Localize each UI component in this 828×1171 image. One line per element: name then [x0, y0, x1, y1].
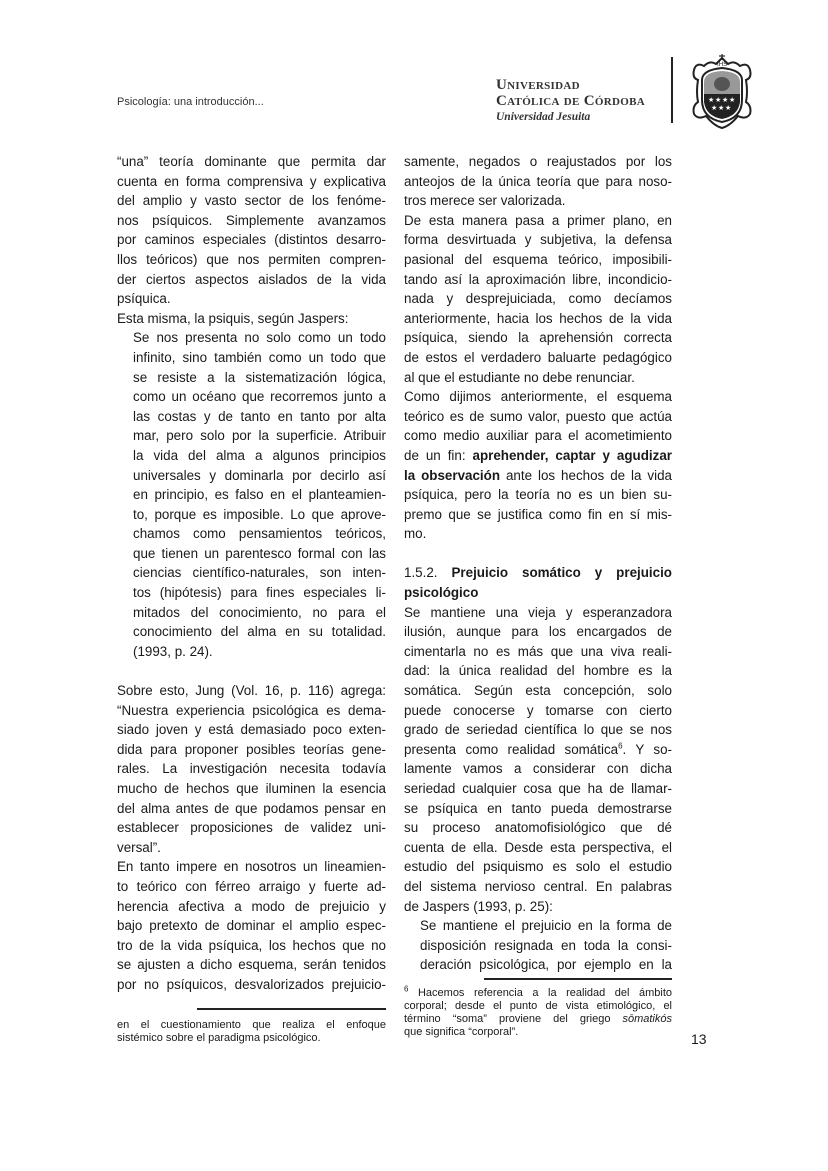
footnote-line: [404, 1013, 672, 1026]
text-line: Se mantiene el prejuicio en la forma de: [420, 918, 672, 934]
text-line: teórico es de sumo valor, puesto que actúa: [404, 408, 672, 424]
text-line: tando así la aproximación libre, incondicio-: [404, 271, 672, 287]
text-line: disposición resignada en toda la consi-: [420, 937, 672, 953]
text-line: dida para proponer posibles teorías gene-: [117, 741, 386, 757]
text-line: mitados del conocimiento, no para el: [133, 604, 386, 620]
text-line: mucho de hechos que iluminen la esencia: [117, 781, 386, 796]
text-run: de un fin:: [404, 447, 473, 463]
paragraph: [404, 603, 672, 917]
text-line: tos (hipótesis) para fines especiales li-: [133, 585, 386, 601]
text-line: [404, 446, 672, 466]
text-line: lamente vamos a considerar con dicha: [404, 761, 672, 777]
text-line: la vida del alma a algunos principios: [133, 447, 386, 463]
brand-line-1: Universidad: [496, 77, 580, 93]
block-quote: [117, 328, 386, 661]
page-number: 13: [691, 1031, 707, 1047]
text-run: Hacemos referencia a la realidad del ámbito: [408, 987, 672, 999]
text-line: mar, pero solo por la superficie. Atribuir: [133, 428, 386, 444]
footnote-marker[interactable]: 6: [618, 741, 623, 751]
text-line: universales y dominarla por decirlo así: [133, 467, 386, 483]
section-heading: [404, 563, 672, 602]
text-line: cuenta en forma comprensiva y explicativa: [117, 173, 386, 189]
paragraph: [117, 857, 386, 994]
svg-text:★: ★: [729, 96, 736, 104]
text-run: . Y so-: [622, 741, 672, 757]
svg-text:★: ★: [708, 96, 715, 104]
emphasis-text: la observación: [404, 467, 501, 483]
text-line: su proceso anatomofisiológico que dé: [404, 820, 672, 836]
text-line: pasional del esquema teórico, imposibili-: [404, 251, 672, 267]
svg-text:★: ★: [722, 96, 729, 104]
footnote-continued: [117, 1019, 386, 1045]
text-line: cuenta de ella. Desde esta perspectiva, el: [404, 839, 672, 855]
text-line: bajo pretexto de dominar el amplio espec-: [117, 918, 386, 934]
footnote-number: 6: [404, 984, 409, 994]
left-column: [117, 152, 386, 995]
text-line: psíquica, siendo la aprehensión correcta: [404, 330, 672, 346]
text-line: del sistema nervioso central. En palabras: [404, 878, 672, 894]
text-line: que tienen un parentesco formal con las: [133, 545, 386, 561]
text-line: herencia afectiva a modo de prejuicio y: [117, 898, 386, 914]
text-line: De esta manera pasa a primer plano, en: [404, 212, 672, 228]
text-line: infinito, sino también como un todo que: [133, 349, 386, 365]
text-run: presenta como realidad somática: [404, 741, 619, 757]
emphasis-text: aprehender, captar y agudizar: [472, 447, 672, 463]
footnote-rule: [484, 978, 672, 980]
text-line: psíquica, pero la teoría no es un bien su-: [404, 487, 672, 503]
text-run: término “soma” proviene del griego: [404, 1013, 623, 1025]
text-line: se ajusten a dicho esquema, serán tenidos: [117, 957, 386, 973]
text-line: tro de la vida psíquica, los hechos que no: [117, 937, 386, 953]
text-line: cimentarla no es más que una viva reali-: [404, 643, 672, 659]
right-column: [404, 152, 672, 975]
text-line: nada y desprejuiciada, como decíamos: [404, 291, 672, 307]
text-line: [404, 740, 672, 760]
footnote-line: que significa “corporal”.: [404, 1026, 519, 1038]
brand-line-2: Católica de Córdoba: [496, 93, 645, 109]
text-line: anteriormente, hacia los hechos de la vida: [404, 310, 672, 326]
text-line: Sobre esto, Jung (Vol. 16, p. 116) agrega:: [117, 683, 386, 699]
text-line: siado joven y está demasiado poco exten-: [117, 722, 386, 738]
svg-text:IHS: IHS: [717, 61, 728, 68]
text-line: Esta misma, la psiquis, según Jaspers:: [117, 310, 349, 326]
section-title: psicológico: [404, 585, 479, 601]
text-line: por no psíquicos, desvalorizados prejuicio-: [117, 976, 386, 992]
text-line: estudio del psiquismo es solo el estudio: [404, 859, 672, 875]
paragraph: [117, 152, 386, 309]
text-line: como medio auxiliar para el acometimiento: [404, 428, 672, 444]
footnote-6: [404, 984, 672, 1039]
text-line: por caminos especiales (distintos desarro-: [117, 232, 386, 248]
text-line: to teórico con férreo arraigo y fuerte ad-: [117, 878, 386, 894]
text-line: Se mantiene una vieja y esperanzadora: [404, 604, 672, 620]
paragraph: [117, 681, 386, 857]
text-line: las costas y de tanto en tanto por alta: [133, 408, 386, 424]
text-line: ciencias científico-naturales, son inten-: [133, 565, 386, 581]
text-line: ilusión, aunque para los encargados de: [404, 624, 672, 640]
text-line: se psíquica en tanto pueda demostrarse: [404, 800, 672, 816]
text-line: grado de seriedad científica lo que se nos: [404, 722, 672, 738]
brand-line-3: Universidad Jesuita: [496, 111, 591, 123]
text-line: al que el estudiante no debe renunciar.: [404, 369, 635, 385]
text-run: ante los hechos de la vida: [500, 467, 672, 483]
text-line: anteojos de la única teoría que para noso-: [404, 173, 672, 189]
text-line: tros merece ser valorizada.: [404, 193, 566, 209]
footnote-line: en el cuestionamiento que realiza el enfoque: [117, 1019, 386, 1031]
text-line: to, porque es imposible. Lo que aprove-: [133, 506, 386, 522]
text-line: “una” teoría dominante que permita dar: [117, 154, 386, 169]
text-line: en principio, es falso en el planteamien-: [133, 487, 386, 503]
text-line: de estos el verdadero baluarte pedagógico: [404, 349, 672, 365]
text-line: Se nos presenta no solo como un todo: [133, 330, 386, 346]
text-line: Como dijimos anteriormente, el esquema: [404, 389, 672, 405]
svg-text:★: ★: [715, 96, 722, 104]
text-line: En tanto impere en nosotros un lineamien-: [117, 859, 386, 875]
text-line: puede conocerse y tomarse con cierto: [404, 702, 672, 718]
university-brand: [496, 77, 645, 125]
svg-text:★: ★: [718, 104, 725, 112]
brand-divider: [671, 57, 673, 123]
section-number: 1.5.2.: [404, 565, 452, 581]
text-line: samente, negados o reajustados por los: [404, 154, 672, 169]
text-line: mo.: [404, 526, 427, 542]
text-line: premo que se justifica como fin en sí mis-: [404, 506, 672, 522]
heading-line: [404, 563, 672, 583]
italic-term: sōmatikós: [622, 1013, 672, 1025]
section-title: Prejuicio somático y prejuicio: [451, 565, 672, 581]
paragraph: [404, 387, 672, 544]
text-line: (1993, p. 24).: [133, 643, 213, 659]
text-line: nos psíquicos. Simplemente avanzamos: [117, 212, 386, 228]
text-line: psíquica.: [117, 291, 171, 307]
text-line: conocimiento del alma en su totalidad.: [133, 624, 386, 640]
paragraph: [404, 211, 672, 387]
svg-text:★: ★: [711, 104, 718, 112]
text-line: del amplio y vasto sector de los fenóme-: [117, 193, 386, 209]
running-head: Psicología: una introducción...: [117, 96, 264, 108]
text-line: der ciertos aspectos aislados de la vida: [117, 271, 386, 287]
text-line: chamos como pensamientos teóricos,: [133, 526, 386, 542]
footnote-line: [404, 984, 672, 1000]
footnote-line: corporal; desde el punto de vista etimológico, el: [404, 1000, 672, 1012]
text-line: de Jaspers (1993, p. 25):: [404, 898, 553, 914]
text-line: forma desvirtuada y subjetiva, la defensa: [404, 232, 672, 248]
block-quote: [404, 916, 672, 975]
footnote-rule: [197, 1008, 386, 1010]
text-line: versal”.: [117, 839, 161, 855]
text-line: se resiste a la sistematización lógica,: [133, 369, 386, 385]
text-line: seriedad cualquier cosa que ha de llamar-: [404, 781, 672, 796]
text-line: somática. Según esta concepción, solo: [404, 683, 672, 699]
university-crest-icon: [682, 52, 762, 132]
text-line: como un océano que recorremos junto a: [133, 389, 386, 405]
text-line: del alma antes de que podamos pensar en: [117, 800, 386, 816]
paragraph: [117, 309, 386, 329]
svg-text:★: ★: [725, 104, 732, 112]
text-line: llos teóricos) que nos permiten compren-: [117, 251, 386, 267]
text-line: establecer proposiciones de validez uni-: [117, 820, 386, 836]
text-line: rales. La investigación necesita todavía: [117, 761, 386, 777]
text-line: “Nuestra experiencia psicológica es dema-: [117, 702, 386, 718]
text-line: deración psicológica, por ejemplo en la: [420, 957, 672, 973]
text-line: [404, 466, 672, 486]
text-line: dad: la única realidad del hombre es la: [404, 663, 672, 679]
heading-line: [404, 583, 672, 603]
paragraph: [404, 152, 672, 211]
footnote-line: sistémico sobre el paradigma psicológico.: [117, 1032, 321, 1044]
